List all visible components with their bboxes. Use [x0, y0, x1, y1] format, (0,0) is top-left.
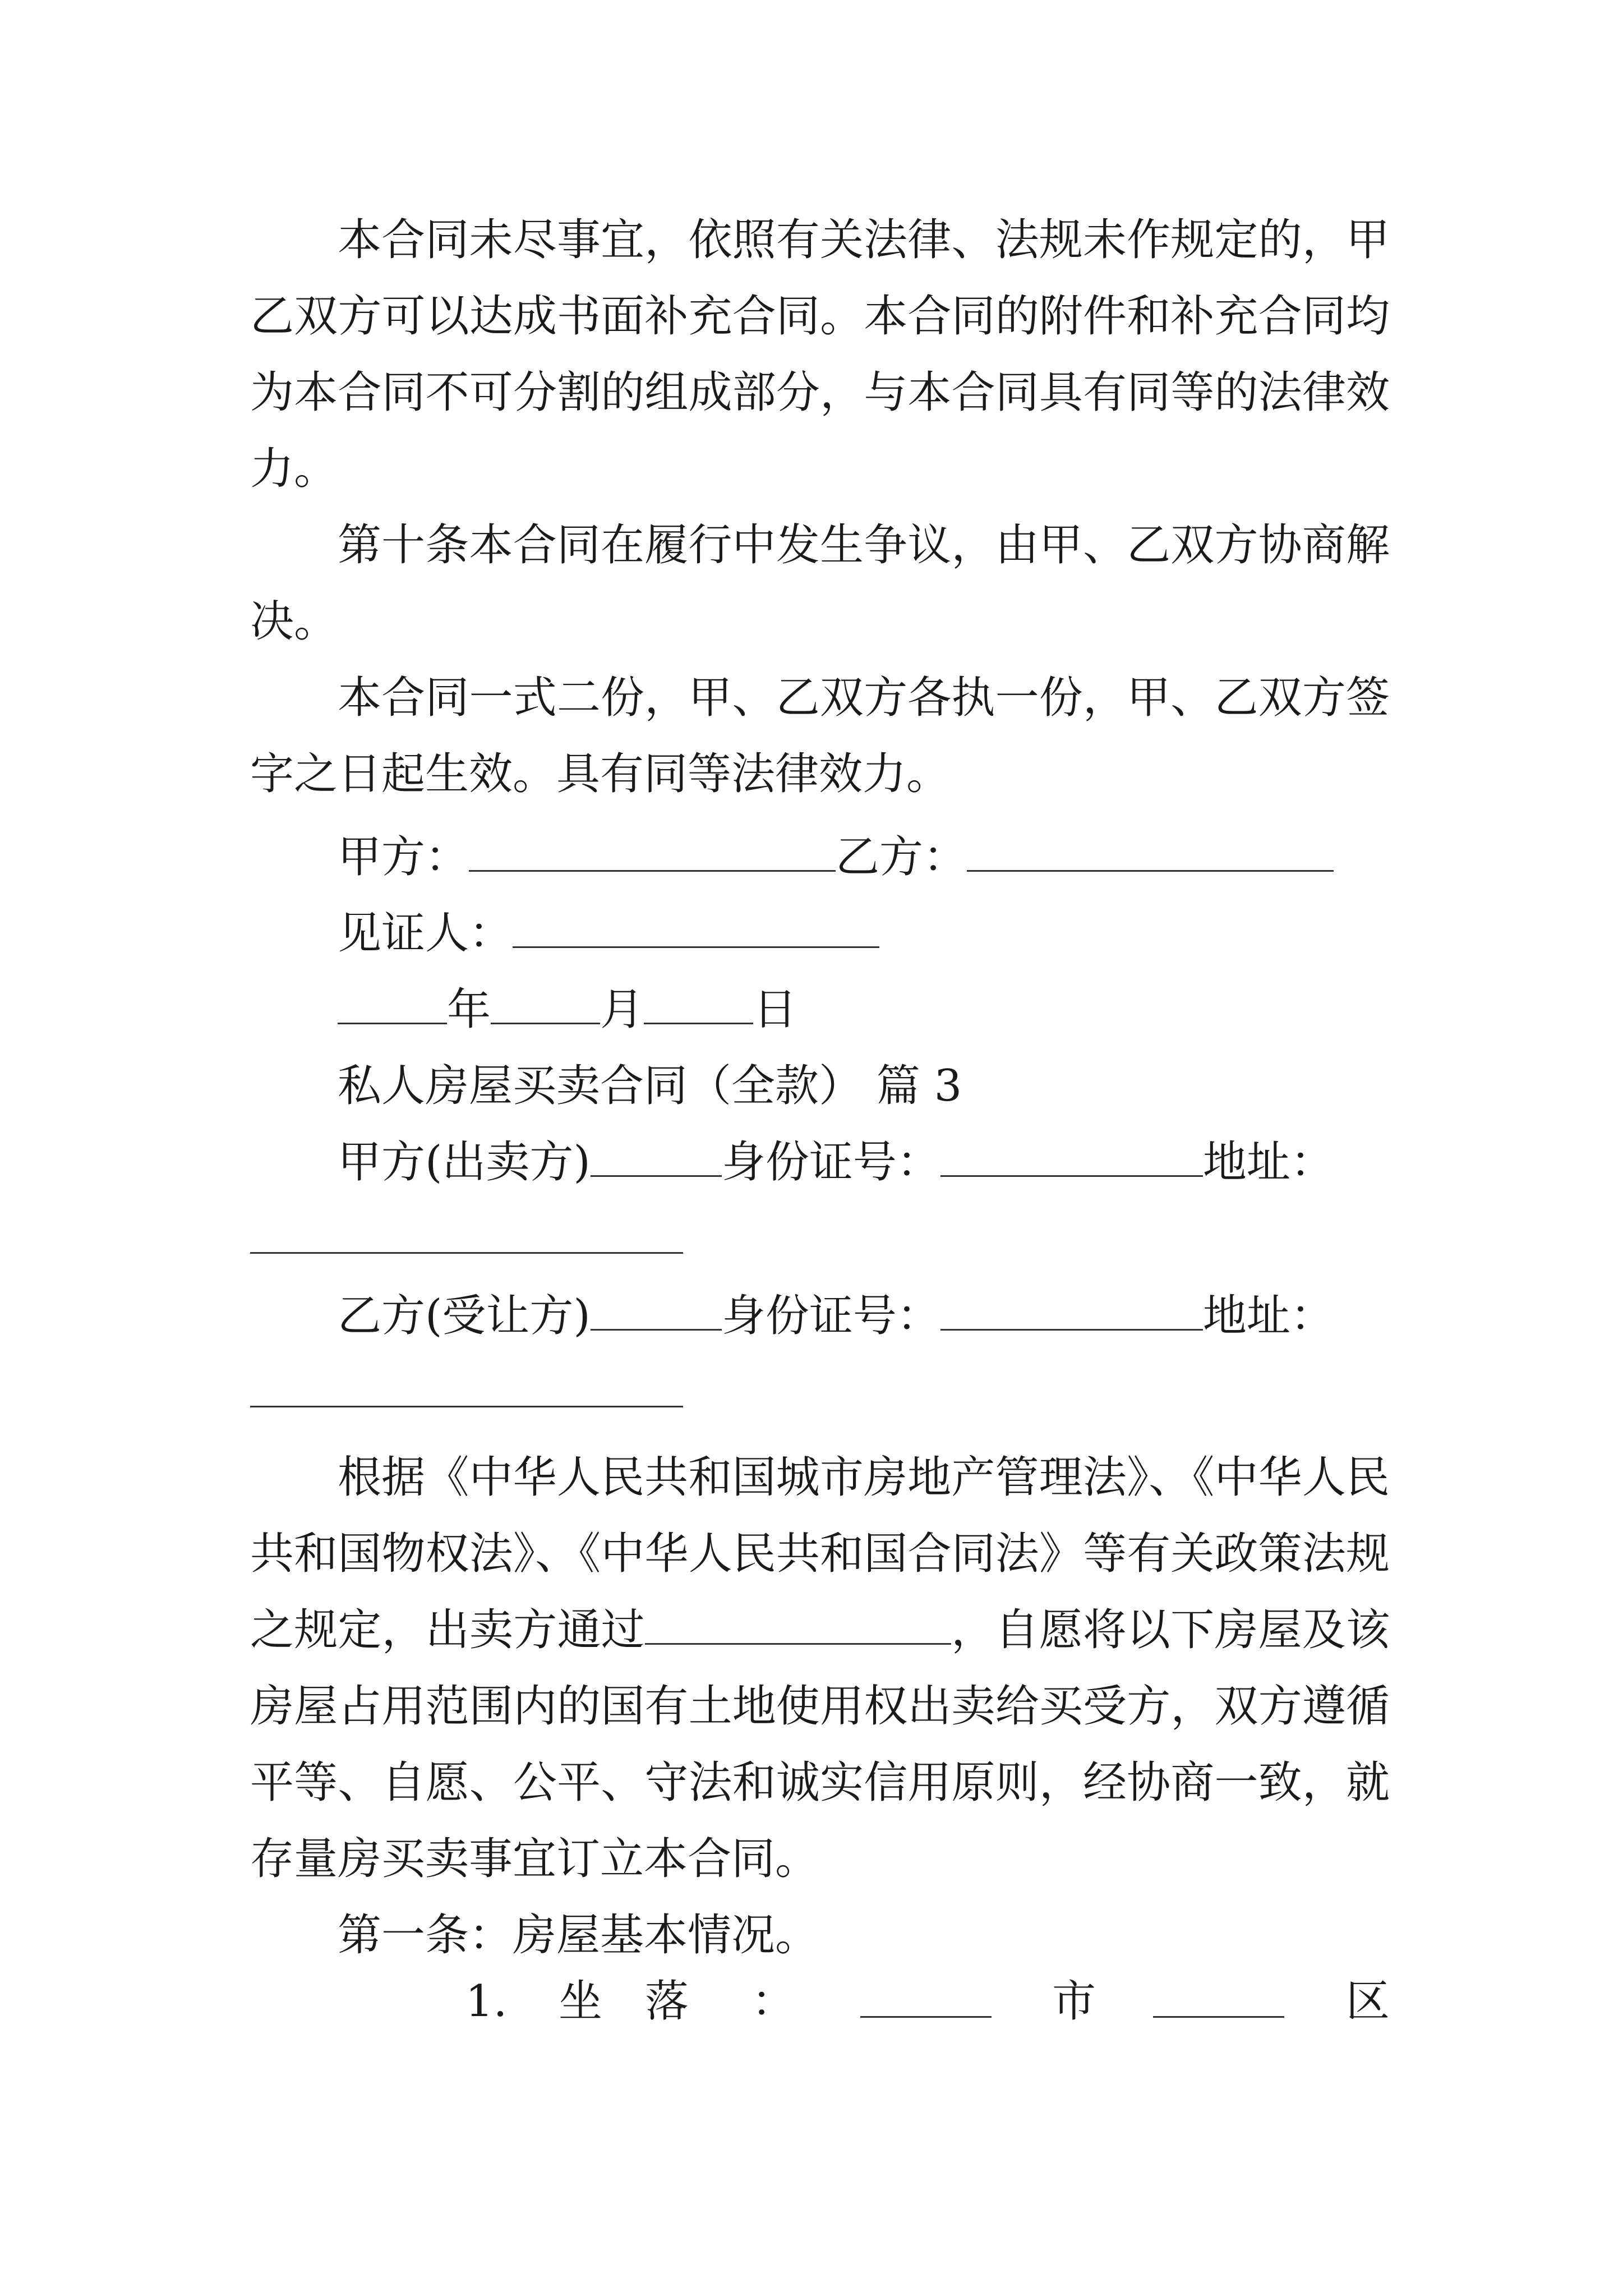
seller-address-blank	[250, 1252, 683, 1254]
date-line	[338, 982, 797, 1038]
seller-id-blank	[940, 1140, 1203, 1177]
paragraph-text: 第一条：房屋基本情况。	[338, 1910, 819, 1961]
year-blank	[338, 988, 447, 1024]
district-blank	[1153, 2016, 1284, 2018]
location-char-1: 坐	[559, 1976, 603, 2027]
day-label: 日	[753, 984, 797, 1035]
seller-name-blank	[591, 1140, 722, 1177]
paragraph-text	[250, 1439, 1390, 1897]
witness-label: 见证人：	[338, 908, 513, 959]
paragraph-dispute	[250, 507, 1390, 660]
paragraph-text: 本合同一式二份，甲、乙双方各执一份，甲、乙双方签字之日起生效。具有同等法律效力。	[250, 673, 1390, 799]
seller-party-label: 甲方(出卖方)	[338, 1137, 591, 1188]
seller-id-label: 身份证号：	[721, 1137, 940, 1188]
seller-line	[338, 1134, 1334, 1190]
city-label: 市	[1052, 1976, 1096, 2027]
buyer-id-blank	[940, 1294, 1203, 1331]
buyer-line	[338, 1288, 1334, 1344]
section-title: 私人房屋买卖合同（全款） 篇 3	[338, 1061, 962, 1111]
month-label: 月	[600, 984, 644, 1035]
paragraph-copies	[250, 660, 1390, 812]
district-label: 区	[1346, 1976, 1390, 2027]
party-b-label: 乙方：	[836, 832, 967, 882]
paragraph-text: 本合同未尽事宜，依照有关法律、法规未作规定的，甲乙双方可以达成书面补充合同。本合同的附件和补充合同均为本合同不可分割的组成部分，与本合同具有同等的法律效力。	[250, 215, 1390, 494]
paragraph-text: 第十条本合同在履行中发生争议，由甲、乙双方协商解决。	[250, 520, 1390, 647]
party-a-label: 甲方：	[338, 832, 469, 882]
buyer-address-blank	[250, 1406, 683, 1407]
buyer-id-label: 身份证号：	[721, 1291, 940, 1341]
day-blank	[644, 988, 753, 1024]
buyer-name-blank	[591, 1294, 722, 1331]
location-char-2: 落	[645, 1976, 689, 2027]
buyer-address-label: 地址：	[1202, 1291, 1334, 1341]
paragraph-preamble	[250, 1439, 1390, 1897]
paragraph-article-one	[250, 1897, 1390, 1973]
seller-address-label: 地址：	[1202, 1137, 1334, 1188]
buyer-party-label: 乙方(受让方)	[338, 1291, 591, 1341]
witness-blank	[513, 912, 879, 948]
paragraph-supplement	[250, 202, 1390, 507]
party-b-blank	[967, 835, 1334, 872]
location-colon: ：	[751, 1976, 796, 2027]
year-label: 年	[447, 984, 491, 1035]
party-a-blank	[469, 835, 836, 872]
city-blank	[860, 2016, 992, 2018]
transfer-method-blank	[645, 1608, 951, 1645]
signature-line	[338, 829, 1334, 885]
preamble-text: 根据《中华人民共和国城市房地产管理法》、《中华人民共和国物权法》、《中华人民共和国合同法》等有关政策法规之规定，出卖方通过	[250, 1452, 1390, 1655]
witness-line	[338, 905, 879, 961]
month-blank	[491, 988, 600, 1024]
item-number: 1.	[465, 1976, 508, 2027]
preamble-tail-text: ，自愿将以下房屋及该房屋占用范围内的国有土地使用权出卖给买受方，双方遵循平等、自愿、公平、守法和诚实信用原则，经协商一致，就存量房买卖事宜订立本合同。	[250, 1605, 1390, 1884]
